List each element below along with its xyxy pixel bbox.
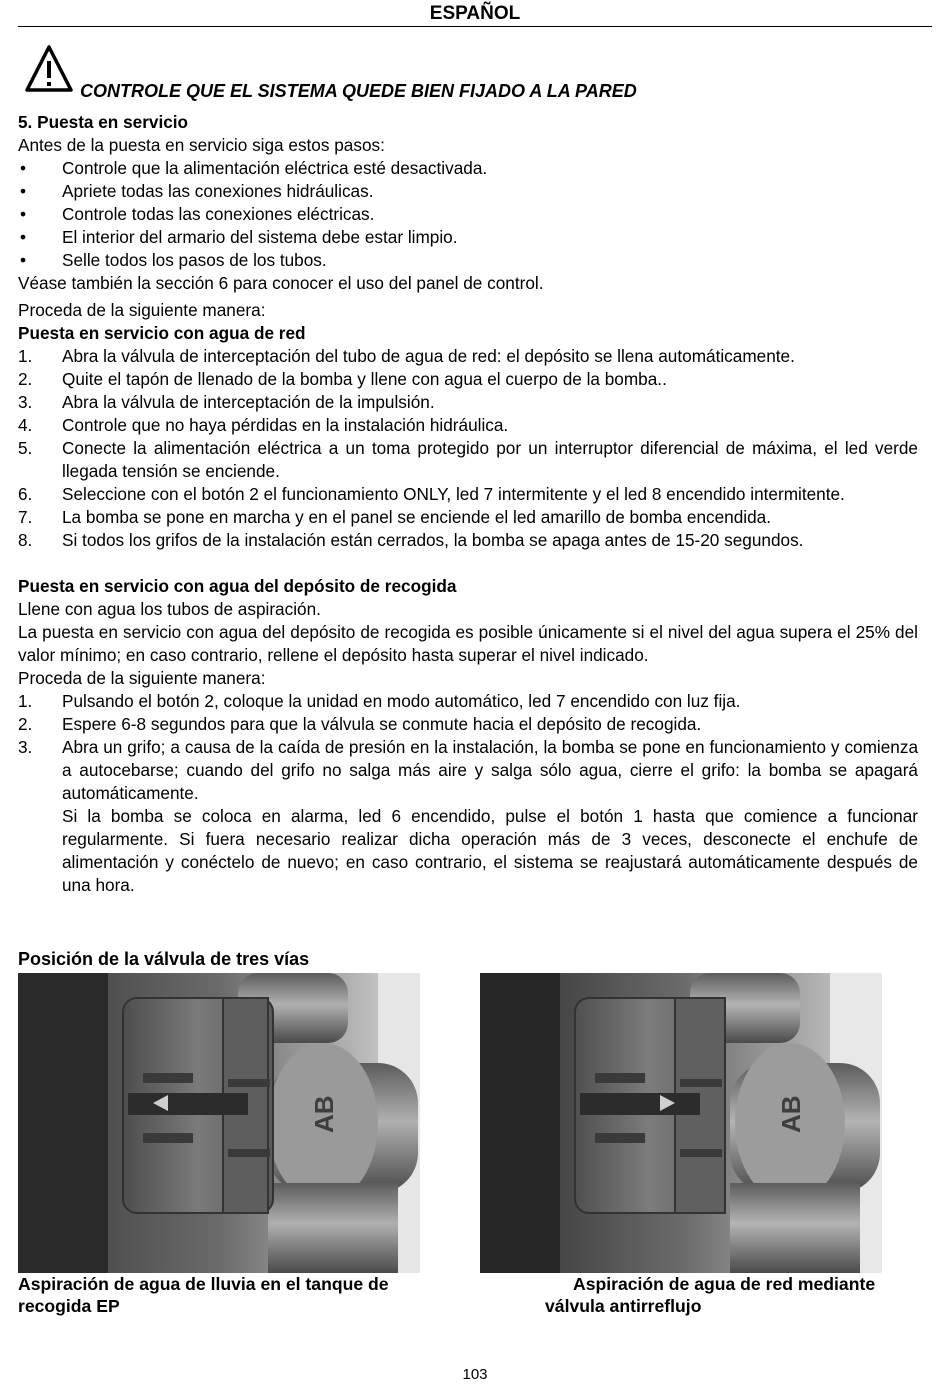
precheck-item: • Controle todas las conexiones eléctricas. — [18, 203, 918, 226]
warning-banner — [24, 44, 924, 100]
step-item: 4. Controle que no haya pérdidas en la instalación hidráulica. — [18, 415, 509, 435]
see-also-text: Véase también la sección 6 para conocer el uso del panel de control. — [18, 273, 544, 293]
step-item: 5. Conecte la alimentación eléctrica a un toma protegido por un interruptor diferencial de máxima, el led verde llegada tensión se enciende. — [18, 438, 918, 481]
alarm-text: Si la bomba se coloca en alarma, led 6 encendido, pulse el botón 1 hasta que comience a funcionar regularmente. Si fuera necesario realizar dicha operación más de 3 veces, desconecte el enchufe de alimentación y conéctelo de nuevo; en caso contrario, el sistema se reajustará automáticamente después de una hora. — [62, 806, 918, 895]
valve-marking-left: AB — [309, 1095, 339, 1133]
step-item: 3. Abra un grifo; a causa de la caída de presión en la instalación, la bomba se pone en funcionamiento y comienza a autocebarse; cuando del grifo no salga más aire y salga sólo agua, cierre el grifo: la bomba se apagará automáticamente. — [18, 737, 918, 803]
step-item: 1. Abra la válvula de interceptación del tubo de agua de red: el depósito se llena automáticamente. — [18, 346, 795, 366]
step-item: 7. La bomba se pone en marcha y en el panel se enciende el led amarillo de bomba encendida. — [18, 507, 771, 527]
caption-mainswater-line1: Aspiración de agua de red mediante — [573, 1274, 876, 1294]
caption-mainswater — [545, 1273, 925, 1317]
proceed-text: Proceda de la siguiente manera: — [18, 300, 266, 320]
precheck-item: • El interior del armario del sistema debe estar limpio. — [18, 226, 918, 249]
valve-photo-mainswater — [480, 973, 882, 1273]
precheck-item: • Apriete todas las conexiones hidráulicas. — [18, 180, 918, 203]
page-header-language: ESPAÑOL — [18, 2, 932, 27]
caption-mainswater-line2: válvula antirreflujo — [545, 1296, 702, 1316]
tank-water-title: Puesta en servicio con agua del depósito de recogida — [18, 576, 457, 596]
step-item: 1. Pulsando el botón 2, coloque la unidad en modo automático, led 7 encendido con luz fija. — [18, 691, 741, 711]
page-number: 103 — [462, 1366, 488, 1383]
main-content — [18, 111, 918, 897]
precheck-item: • Selle todos los pasos de los tubos. — [18, 249, 918, 272]
section-5-title: 5. Puesta en servicio — [18, 112, 189, 132]
step-item: 2. Espere 6-8 segundos para que la válvula se conmute hacia el depósito de recogida. — [18, 714, 702, 734]
warning-text: CONTROLE QUE EL SISTEMA QUEDE BIEN FIJADO A LA PARED — [80, 81, 637, 101]
precheck-list — [18, 157, 918, 272]
warning-triangle-icon — [24, 44, 74, 94]
precheck-item: • Controle que la alimentación eléctrica esté desactivada. — [18, 157, 918, 180]
caption-rainwater: Aspiración de agua de lluvia en el tanque de recogida EP — [18, 1274, 389, 1316]
section-5-intro: Antes de la puesta en servicio siga estos pasos: — [18, 135, 385, 155]
valve-photo-rainwater — [18, 973, 420, 1273]
red-water-title: Puesta en servicio con agua de red — [18, 323, 306, 343]
tank-fill-text: Llene con agua los tubos de aspiración. — [18, 599, 321, 619]
tank-proceed-text: Proceda de la siguiente manera: — [18, 668, 266, 688]
step-item: 3. Abra la válvula de interceptación de la impulsión. — [18, 392, 435, 412]
tank-water-steps — [18, 690, 918, 805]
step-item: 6. Seleccione con el botón 2 el funcionamiento ONLY, led 7 intermitente y el led 8 encendido intermitente. — [18, 484, 845, 504]
step-item: 8. Si todos los grifos de la instalación están cerrados, la bomba se apaga antes de 15-20 segundos. — [18, 530, 804, 550]
step-item: 2. Quite el tapón de llenado de la bomba y llene con agua el cuerpo de la bomba.. — [18, 369, 667, 389]
valve-marking-right: AB — [776, 1095, 806, 1133]
valve-section-title: Posición de la válvula de tres vías — [18, 949, 310, 969]
red-water-steps — [18, 345, 918, 552]
tank-condition-text: La puesta en servicio con agua del depósito de recogida es posible únicamente si el nivel del agua supera el 25% del valor mínimo; en caso contrario, rellene el depósito hasta superar el nivel indicado. — [18, 622, 918, 665]
